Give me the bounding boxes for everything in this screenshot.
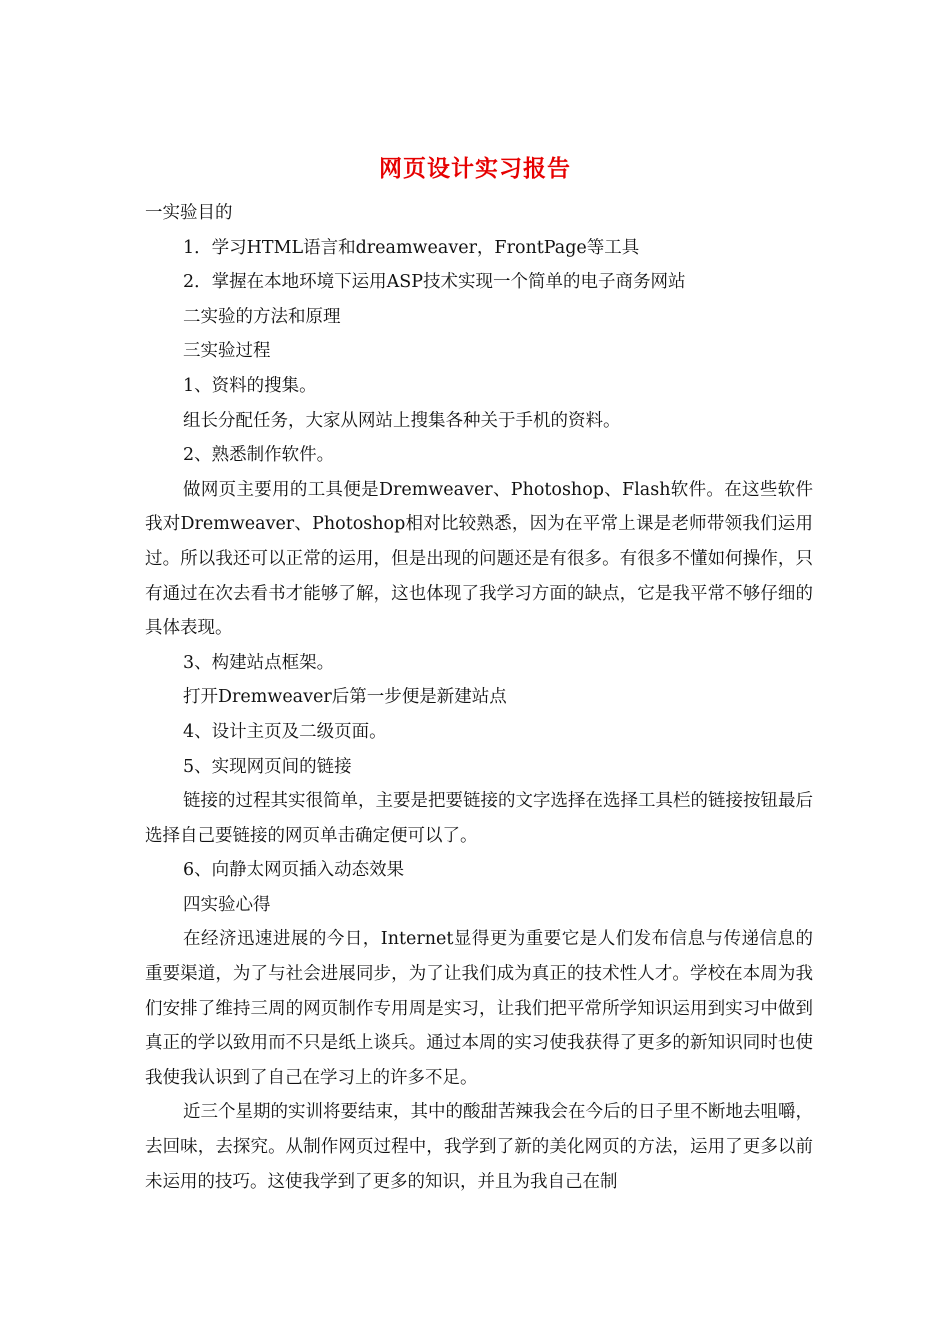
process-step-4: 4、设计主页及二级页面。 (183, 721, 387, 742)
process-step-3: 3、构建站点框架。 (183, 652, 335, 673)
process-step-5-text: 链接的过程其实很简单，主要是把要链接的文字选择在选择工具栏的链接按钮最后选择自己要链接的网页单击确定便可以了。 (145, 791, 813, 846)
purpose-item-2: 2．掌握在本地环境下运用ASP技术实现一个简单的电子商务网站 (183, 272, 686, 293)
document-body (145, 196, 813, 1199)
reflection-paragraph-2: 近三个星期的实训将要结束，其中的酸甜苦辣我会在今后的日子里不断地去咀嚼，去回味，去探究。从制作网页过程中，我学到了新的美化网页的方法，运用了更多以前未运用的技巧。这使我学到了更多的知识，并且为我自己在制 (145, 1102, 813, 1192)
process-step-2-text: 做网页主要用的工具便是Dremweaver、Photoshop、Flash软件。在这些软件我对Dremweaver、Photoshop相对比较熟悉，因为在平常上课是老师带领我们运用过。所以我还可以正常的运用，但是出现的问题还是有很多。有很多不懂如何操作，只有通过在次去看书才能够了解，这也体现了我学习方面的缺点，它是我平常不够仔细的具体表现。 (145, 479, 813, 639)
process-step-5: 5、实现网页间的链接 (183, 756, 352, 777)
heading-purpose: 一实验目的 (145, 203, 233, 223)
reflection-paragraph-1: 在经济迅速进展的今日，Internet显得更为重要它是人们发布信息与传递信息的重要渠道，为了与社会进展同步，为了让我们成为真正的技术性人才。学校在本周为我们安排了维持三周的网页制作专用周是实习，让我们把平常所学知识运用到实习中做到真正的学以致用而不只是纸上谈兵。通过本周的实习使我获得了更多的新知识同时也使我使我认识到了自己在学习上的许多不足。 (145, 929, 813, 1088)
process-step-3-text: 打开Dremweaver后第一步便是新建站点 (183, 687, 507, 708)
document-title: 网页设计实习报告 (379, 155, 571, 182)
heading-method: 二实验的方法和原理 (183, 306, 341, 327)
process-step-6: 6、向静太网页插入动态效果 (183, 860, 405, 881)
process-step-1: 1、资料的搜集。 (183, 375, 317, 396)
heading-reflection: 四实验心得 (183, 894, 271, 915)
process-step-2: 2、熟悉制作软件。 (183, 445, 335, 466)
heading-process: 三实验过程 (183, 341, 271, 362)
process-step-1-text: 组长分配任务，大家从网站上搜集各种关于手机的资料。 (183, 410, 621, 431)
purpose-item-1: 1．学习HTML语言和dreamweaver，FrontPage等工具 (183, 237, 640, 258)
